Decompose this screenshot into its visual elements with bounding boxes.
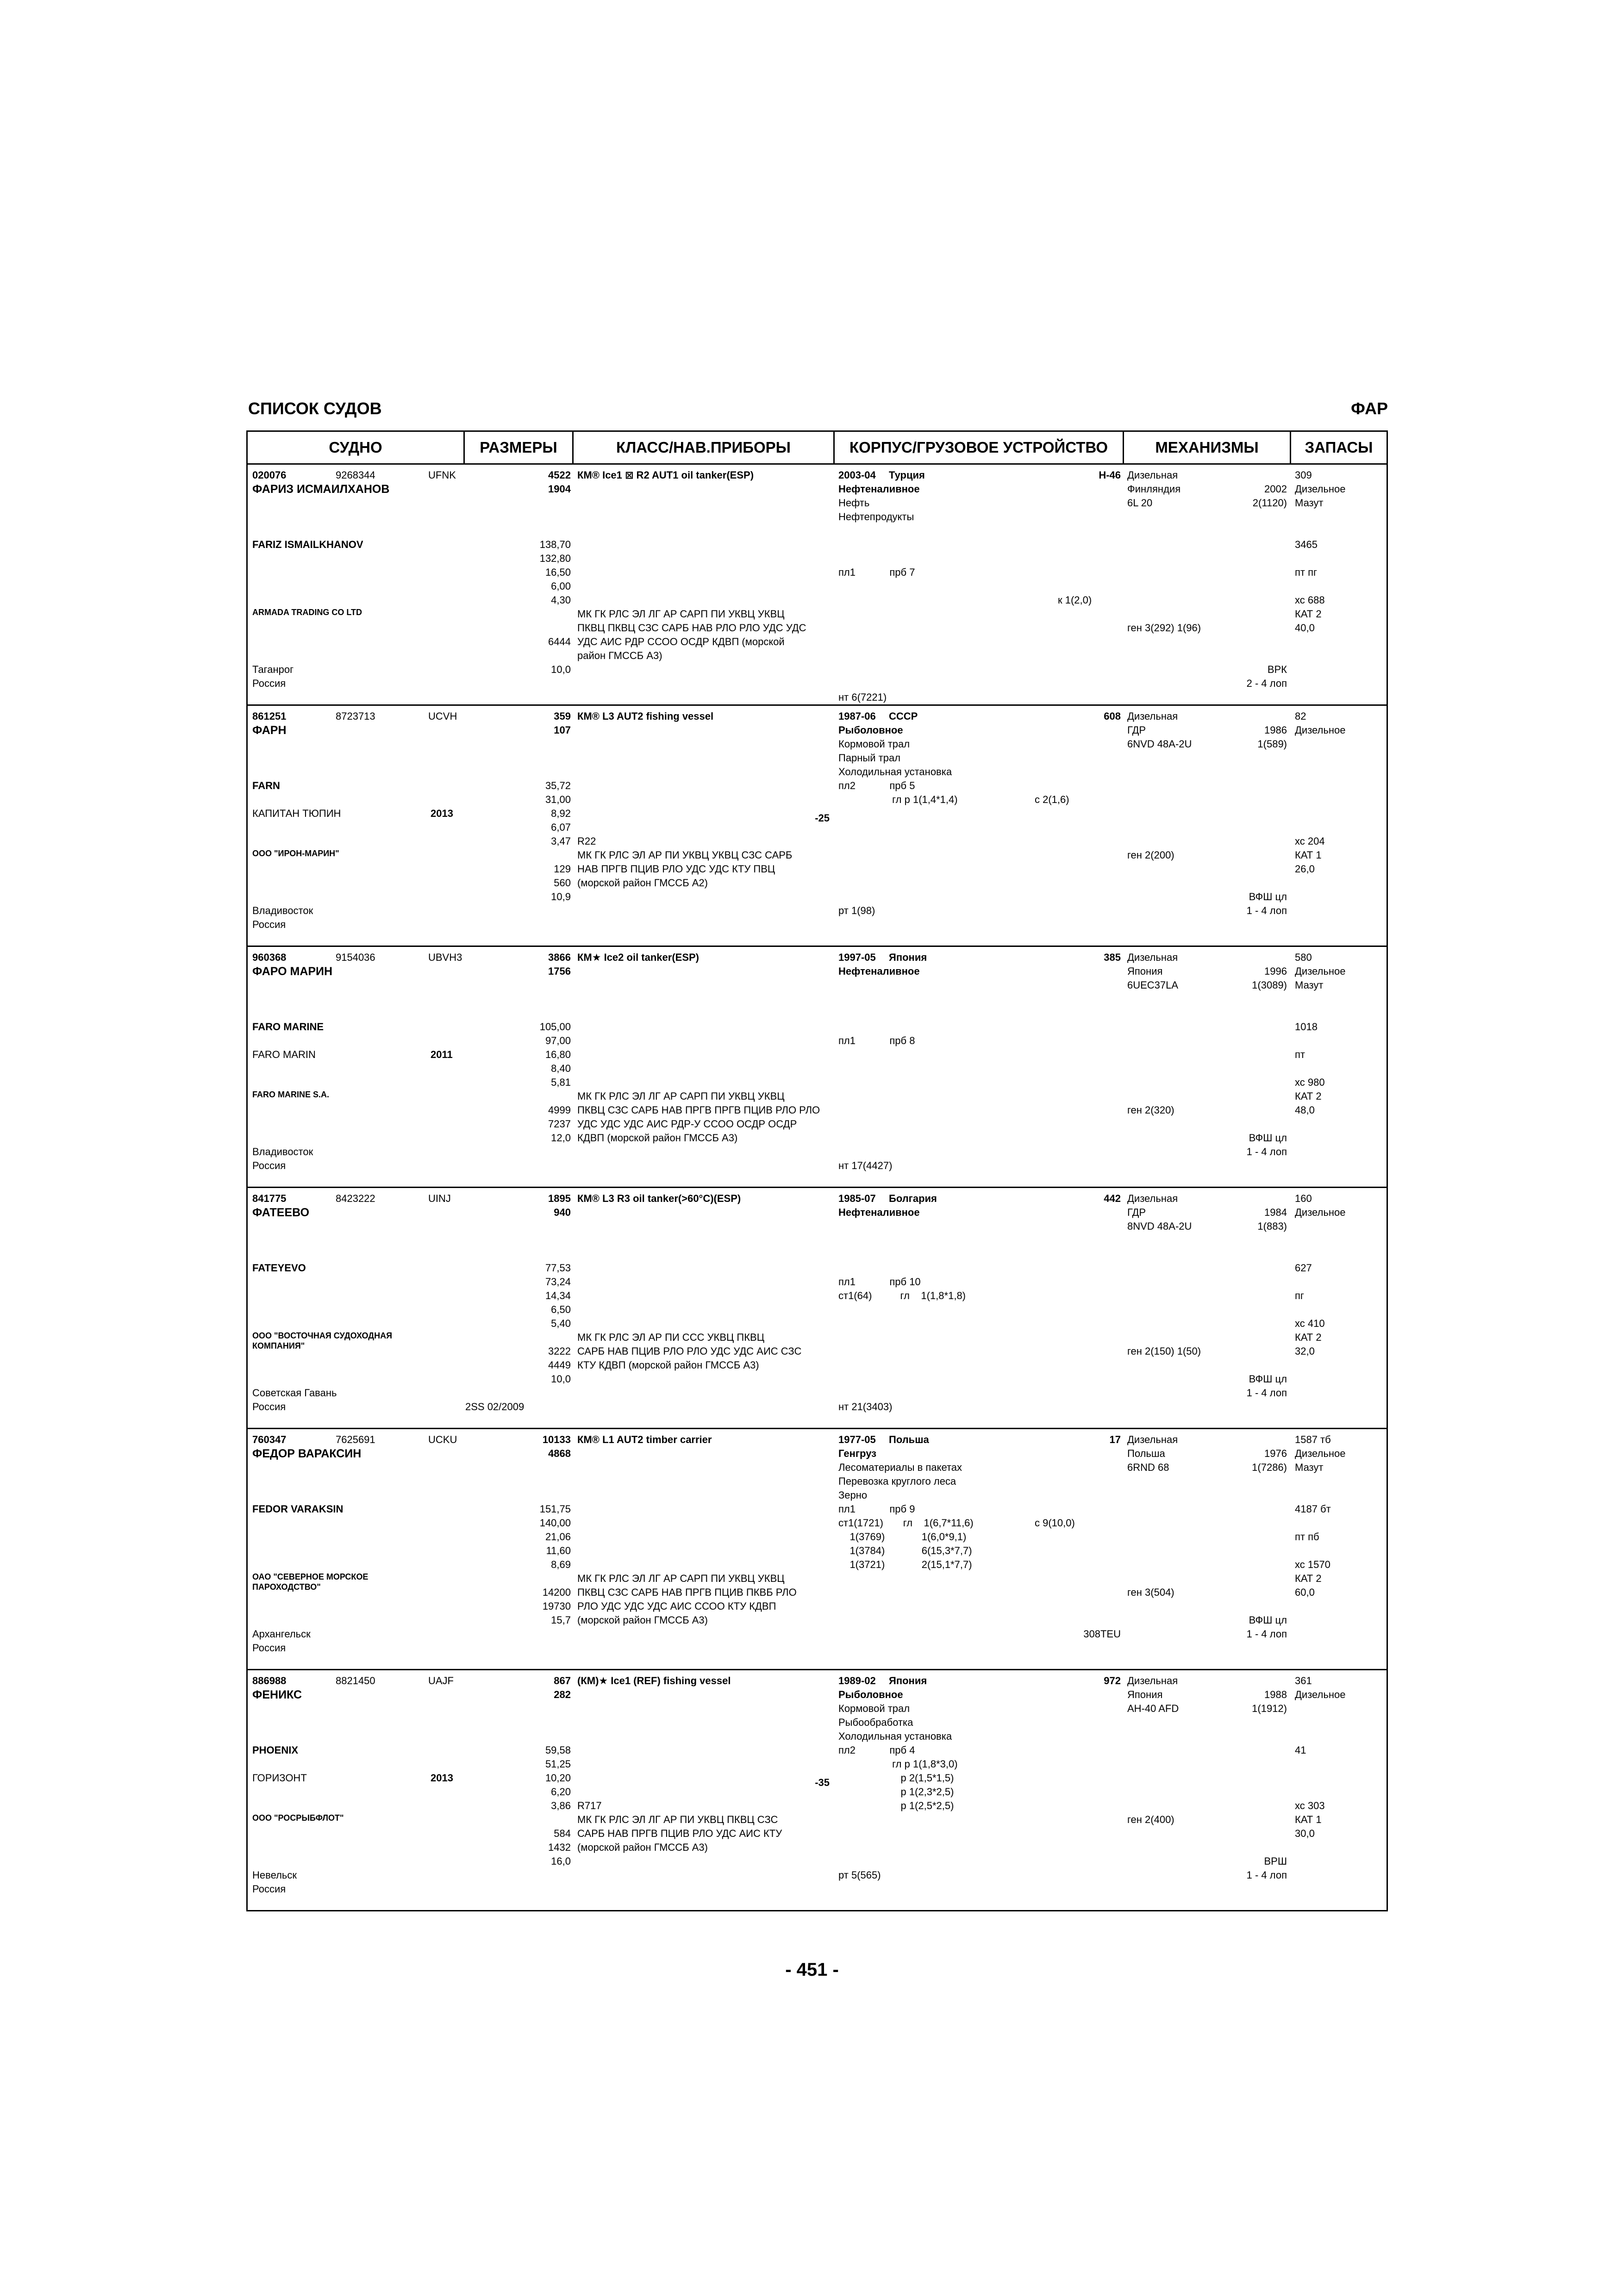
page-title: СПИСОК СУДОВ [248, 399, 382, 418]
machinery-value: 1988 [1264, 1689, 1287, 1700]
hull-line: Холодильная установка [838, 1730, 952, 1742]
stores-line: Дизельное [1295, 1207, 1346, 1218]
hull-number: 442 [1104, 1193, 1121, 1204]
hull-line: 1(3769) 1(6,0*9,1) [838, 1531, 967, 1543]
dimension-value: 8,92 [551, 808, 571, 819]
stores-line: пг [1295, 1290, 1304, 1301]
hull-line: 1(3721) 2(15,1*7,7) [838, 1559, 972, 1570]
machinery-value: 1 - 4 лоп [1246, 905, 1287, 916]
reg-number: 841775 [252, 1193, 287, 1204]
machinery-value: 1(883) [1257, 1220, 1287, 1232]
home-port: Архангельск [252, 1628, 311, 1640]
former-name-year: 2011 [431, 1049, 453, 1060]
build-country: СССР [889, 710, 918, 722]
flag-country: Россия [252, 1642, 286, 1654]
stores-line: хс 688 [1295, 594, 1325, 606]
reg-number: 886988 [252, 1675, 287, 1686]
ship-registry-table [246, 430, 1388, 1911]
vessel-name-ru: ФАРО МАРИН [252, 965, 333, 978]
class-notation: КМ® L3 AUT2 fishing vessel [577, 710, 714, 722]
hull-line: рт 5(565) [838, 1869, 881, 1881]
machinery-line: ген 2(200) [1127, 849, 1174, 861]
stores-line: пт пг [1295, 566, 1318, 578]
hull-number: 608 [1104, 710, 1121, 722]
machinery-line: 6L 20 [1127, 497, 1153, 509]
call-sign: UFNK [428, 469, 456, 481]
machinery-line: ген 2(150) 1(50) [1127, 1345, 1201, 1357]
machinery-line: Дизельная [1127, 710, 1178, 722]
imo-number: 9154036 [336, 952, 375, 963]
build-country: Польша [889, 1434, 929, 1445]
machinery-value: 1(3089) [1252, 979, 1287, 991]
page-number: - 451 - [785, 1960, 839, 1980]
build-country: Турция [889, 469, 925, 481]
stores-line: КАТ 1 [1295, 1814, 1322, 1825]
machinery-value: 1 - 4 лоп [1246, 1146, 1287, 1157]
vessel-name-ru: ФАРИЗ ИСМАИЛХАНОВ [252, 483, 390, 496]
machinery-value: ВФШ цл [1249, 1132, 1287, 1144]
dimension-value: 3222 [548, 1345, 571, 1357]
vessel-record [248, 947, 1387, 1188]
hull-line: Парный трал [838, 752, 901, 764]
stores-line: КАТ 2 [1295, 1332, 1322, 1343]
flag-country: Россия [252, 678, 286, 689]
dimension-value: 3,86 [551, 1800, 571, 1811]
dimension-value: 584 [554, 1828, 571, 1839]
dimension-value: 151,75 [539, 1503, 571, 1515]
imo-number: 8423222 [336, 1193, 375, 1204]
vessel-name-en: PHOENIX [252, 1744, 299, 1756]
owner: ООО "РОСРЫБФЛОТ" [252, 1813, 344, 1823]
dimension-value: 16,80 [545, 1049, 571, 1060]
vessel-name-ru: ФАРН [252, 724, 287, 737]
dimension-value: 5,40 [551, 1318, 571, 1329]
hull-line: 1(3784) 6(15,3*7,7) [838, 1545, 972, 1556]
hull-number: 385 [1104, 952, 1121, 963]
imo-number: 8723713 [336, 710, 375, 722]
class-notation: КМ® L3 R3 oil tanker(>60°C)(ESP) [577, 1193, 741, 1204]
call-sign: UAJF [428, 1675, 454, 1686]
dimension-value: 51,25 [545, 1758, 571, 1770]
dimension-value: 6,50 [551, 1304, 571, 1315]
dimension-value: 35,72 [545, 780, 571, 791]
vessel-record [248, 1429, 1387, 1670]
nav-equipment: МК ГК РЛС ЭЛ ЛГ АР САРП ПИ УКВЦ УКВЦ ПКВЦ СЗС САРБ НАВ ПРГВ ПРГВ ПЦИВ РЛО РЛО УДС УДС УДС АИС РДР-У ССОО ОСДР ОСДР КДВП (морской район ГМССБ А3) [577, 1090, 820, 1144]
machinery-value: 1 - 4 лоп [1246, 1869, 1287, 1881]
stores-line: 309 [1295, 469, 1312, 481]
owner: ОАО "СЕВЕРНОЕ МОРСКОЕ ПАРОХОДСТВО" [252, 1572, 369, 1592]
machinery-value: ВФШ цл [1249, 891, 1287, 902]
home-port: Невельск [252, 1869, 297, 1881]
stores-line: хс 204 [1295, 835, 1325, 847]
vessel-name-en: FATEYEVO [252, 1262, 306, 1274]
machinery-line: ген 3(504) [1127, 1587, 1174, 1598]
dimension-value: 16,50 [545, 566, 571, 578]
machinery-value: 1976 [1264, 1448, 1287, 1459]
dimension-value: 11,60 [546, 1545, 571, 1556]
reg-number: 760347 [252, 1434, 287, 1445]
vessel-record [248, 1670, 1387, 1910]
owner: FARO MARINE S.A. [252, 1090, 330, 1099]
stores-line: 60,0 [1295, 1587, 1315, 1598]
vessel-name-en: FARO MARINE [252, 1021, 324, 1033]
stores-line: 48,0 [1295, 1104, 1315, 1116]
stores-line: пт пб [1295, 1531, 1319, 1543]
dimension-value: 1432 [548, 1842, 571, 1853]
col-vessel: СУДНО [329, 439, 382, 456]
dimension-value: 21,06 [545, 1531, 571, 1543]
stores-line: Дизельное [1295, 965, 1346, 977]
stores-line: 41 [1295, 1744, 1306, 1756]
dimension-value: 560 [554, 877, 571, 889]
dimension-value: 6444 [548, 636, 571, 647]
machinery-line: ГДР [1127, 1207, 1146, 1218]
col-dimensions: РАЗМЕРЫ [480, 439, 557, 456]
flag-country: Россия [252, 1160, 286, 1171]
build-country: Япония [889, 1675, 927, 1686]
build-country: Япония [889, 952, 927, 963]
stores-line: 3465 [1295, 539, 1318, 550]
imo-number: 8821450 [336, 1675, 375, 1686]
vessel-name-en: FARIZ ISMAILKHANOV [252, 539, 363, 550]
machinery-line: ген 2(400) [1127, 1814, 1174, 1825]
stores-line: Дизельное [1295, 1689, 1346, 1700]
hull-line: Генгруз [838, 1448, 877, 1459]
machinery-value: 1(1912) [1252, 1703, 1287, 1714]
dimension-value: 3866 [548, 952, 571, 963]
build-year: 1985-07 [838, 1193, 876, 1204]
former-name-year: 2013 [431, 808, 453, 819]
machinery-value: 1 - 4 лоп [1246, 1628, 1287, 1640]
hull-line: р 2(1,5*1,5) [838, 1772, 954, 1784]
dimension-value: 73,24 [545, 1276, 571, 1288]
col-hull: КОРПУС/ГРУЗОВОЕ УСТРОЙСТВО [849, 439, 1108, 456]
dimension-value: 6,00 [551, 580, 571, 592]
stores-line: пт [1295, 1049, 1305, 1060]
machinery-line: ген 3(292) 1(96) [1127, 622, 1201, 634]
vessel-name-en: FEDOR VARAKSIN [252, 1503, 344, 1515]
hull-line: Нефтеналивное [838, 483, 920, 495]
stores-line: КАТ 2 [1295, 1090, 1322, 1102]
dimension-value: 4999 [548, 1104, 571, 1116]
machinery-value: 1986 [1264, 724, 1287, 736]
dimension-value: 14,34 [545, 1290, 571, 1301]
build-year: 1977-05 [838, 1434, 876, 1445]
owner: ARMADA TRADING CO LTD [252, 608, 362, 617]
machinery-value: 1996 [1264, 965, 1287, 977]
build-year: 1989-02 [838, 1675, 876, 1686]
nav-equipment: МК ГК РЛС ЭЛ АР ПИ ССС УКВЦ ПКВЦ САРБ НАВ ПЦИВ РЛО РЛО УДС УДС АИС СЗС КТУ КДВП (морской район ГМССБ А3) [577, 1332, 802, 1371]
stores-line: 40,0 [1295, 622, 1315, 634]
stores-line: 627 [1295, 1262, 1312, 1274]
machinery-line: Япония [1127, 1689, 1163, 1700]
dimension-value: 14200 [542, 1587, 571, 1598]
hull-line: пл1 прб 8 [838, 1035, 915, 1046]
flag-country: Россия [252, 919, 286, 930]
former-name: ГОРИЗОНТ [252, 1772, 307, 1784]
section-title: ФАР [1351, 399, 1388, 418]
dimension-value: 10133 [542, 1434, 571, 1445]
survey-note: 2SS 02/2009 [465, 1401, 525, 1412]
home-port: Таганрог [252, 664, 294, 675]
class-notation: КМ® Ice1 ⊠ R2 AUT1 oil tanker(ESP) [577, 469, 754, 481]
home-port: Владивосток [252, 1146, 313, 1157]
machinery-value: 2(1120) [1252, 497, 1287, 509]
stores-line: 160 [1295, 1193, 1312, 1204]
stores-line: хс 303 [1295, 1800, 1325, 1811]
machinery-value: 1(589) [1257, 738, 1287, 750]
machinery-value: ВФШ цл [1249, 1373, 1287, 1385]
dimension-value: 867 [554, 1675, 571, 1686]
dimension-value: 10,9 [551, 891, 571, 902]
flag-country: Россия [252, 1401, 286, 1412]
stores-line: 82 [1295, 710, 1306, 722]
former-name: КАПИТАН ТЮПИН [252, 808, 341, 819]
hull-line: Перевозка круглого леса [838, 1475, 956, 1487]
owner: ООО "ВОСТОЧНАЯ СУДОХОДНАЯ КОМПАНИЯ" [252, 1331, 393, 1350]
imo-number: 9268344 [336, 469, 375, 481]
hull-line: гл р 1(1,4*1,4) [838, 794, 958, 805]
machinery-value: ВФШ цл [1249, 1614, 1287, 1626]
stores-line: хс 980 [1295, 1076, 1325, 1088]
stores-line: 580 [1295, 952, 1312, 963]
machinery-value: 2002 [1264, 483, 1287, 495]
hull-extra: с 9(10,0) [1035, 1517, 1075, 1529]
ice-temperature: -35 [815, 1777, 830, 1788]
build-year: 1987-06 [838, 710, 876, 722]
hull-line: Рыболовное [838, 724, 903, 736]
hull-number: Н-46 [1099, 469, 1121, 481]
hull-number: 972 [1104, 1675, 1121, 1686]
dimension-value: 7237 [548, 1118, 571, 1130]
machinery-line: Дизельная [1127, 952, 1178, 963]
stores-line: 4187 бт [1295, 1503, 1331, 1515]
former-name: FARO MARIN [252, 1049, 316, 1060]
machinery-line: Польша [1127, 1448, 1165, 1459]
hull-line: р 1(2,5*2,5) [838, 1800, 954, 1811]
call-sign: UCKU [428, 1434, 457, 1445]
vessel-name-en: FARN [252, 780, 280, 791]
hull-line: пл1 прб 9 [838, 1503, 915, 1515]
dimension-value: 4868 [548, 1448, 571, 1459]
hull-extra: с 2(1,6) [1035, 794, 1069, 805]
stores-line: КАТ 2 [1295, 608, 1322, 620]
hull-line: Лесоматериалы в пакетах [838, 1462, 962, 1473]
dimension-value: 3,47 [551, 835, 571, 847]
hull-line: пл2 прб 5 [838, 780, 915, 791]
stores-line: 30,0 [1295, 1828, 1315, 1839]
hull-line: пл1 прб 7 [838, 566, 915, 578]
dimension-value: 5,81 [551, 1076, 571, 1088]
dimension-value: 12,0 [551, 1132, 571, 1144]
machinery-line: ГДР [1127, 724, 1146, 736]
dimension-value: 77,53 [545, 1262, 571, 1274]
dimension-value: 359 [554, 710, 571, 722]
imo-number: 7625691 [336, 1434, 375, 1445]
dimension-value: 59,58 [545, 1744, 571, 1756]
dimension-value: 19730 [542, 1600, 571, 1612]
hull-line: Нефть [838, 497, 870, 509]
table-header [248, 432, 1387, 465]
stores-line: Дизельное [1295, 483, 1346, 495]
vessel-name-ru: ФЕДОР ВАРАКСИН [252, 1447, 362, 1460]
hull-line: рт 1(98) [838, 905, 875, 916]
machinery-value: 1984 [1264, 1207, 1287, 1218]
dimension-value: 16,0 [551, 1855, 571, 1867]
stores-line: Дизельное [1295, 724, 1346, 736]
machinery-value: 1 - 4 лоп [1246, 1387, 1287, 1399]
vessel-record [248, 706, 1387, 947]
machinery-line: Дизельная [1127, 1675, 1178, 1686]
class-notation: КМ® L1 AUT2 timber carrier [577, 1434, 712, 1445]
hull-extra: к 1(2,0) [1058, 594, 1092, 606]
home-port: Советская Гавань [252, 1387, 337, 1399]
call-sign: UBVH3 [428, 952, 462, 963]
machinery-line: Дизельная [1127, 1193, 1178, 1204]
flag-country: Россия [252, 1883, 286, 1895]
hull-number: 17 [1109, 1434, 1121, 1445]
records-list [248, 465, 1387, 1910]
hull-line: Рыбообработка [838, 1717, 913, 1728]
vessel-name-ru: ФЕНИКС [252, 1688, 302, 1701]
dimension-value: 129 [554, 863, 571, 875]
hull-line: Кормовой трал [838, 1703, 910, 1714]
reg-number: 960368 [252, 952, 287, 963]
hull-line: ст1(1721) гл 1(6,7*11,6) [838, 1517, 974, 1529]
machinery-line: Дизельная [1127, 1434, 1178, 1445]
dimension-value: 15,7 [551, 1614, 571, 1626]
hull-line: пл2 прб 4 [838, 1744, 915, 1756]
hull-line: Нефтеналивное [838, 1207, 920, 1218]
vessel-record [248, 465, 1387, 706]
hull-line: нт 21(3403) [838, 1401, 893, 1412]
vessel-name-ru: ФАТЕЕВО [252, 1206, 310, 1219]
ice-temperature: -25 [815, 812, 830, 824]
hull-line: Рыболовное [838, 1689, 903, 1700]
col-stores: ЗАПАСЫ [1305, 439, 1373, 456]
home-port: Владивосток [252, 905, 313, 916]
hull-line: Кормовой трал [838, 738, 910, 750]
stores-line: 26,0 [1295, 863, 1315, 875]
stores-line: хс 410 [1295, 1318, 1325, 1329]
dimension-value: 940 [554, 1207, 571, 1218]
dimension-value: 8,40 [551, 1063, 571, 1074]
dimension-value: 4449 [548, 1359, 571, 1371]
dimension-value: 1756 [548, 965, 571, 977]
machinery-line: Дизельная [1127, 469, 1178, 481]
stores-line: КАТ 1 [1295, 849, 1322, 861]
dimension-value: 31,00 [545, 794, 571, 805]
stores-line: Дизельное [1295, 1448, 1346, 1459]
machinery-value: 2 - 4 лоп [1246, 678, 1287, 689]
machinery-value: ВРШ [1264, 1855, 1287, 1867]
dimension-value: 140,00 [539, 1517, 571, 1529]
owner: ООО "ИРОН-МАРИН" [252, 849, 339, 858]
dimension-value: 105,00 [539, 1021, 571, 1033]
stores-line: хс 1570 [1295, 1559, 1330, 1570]
hull-line: нт 17(4427) [838, 1160, 893, 1171]
stores-line: Мазут [1295, 979, 1324, 991]
dimension-value: 6,20 [551, 1786, 571, 1798]
machinery-line: 6NVD 48A-2U [1127, 738, 1192, 750]
build-country: Болгария [889, 1193, 937, 1204]
stores-line: 1587 тб [1295, 1434, 1331, 1445]
hull-line: Холодильная установка [838, 766, 952, 778]
nav-equipment: R22 МК ГК РЛС ЭЛ АР ПИ УКВЦ УКВЦ СЗС САРБ НАВ ПРГВ ПЦИВ РЛО УДС УДС КТУ ПВЦ (морской район ГМССБ А2) [577, 835, 793, 889]
call-sign: UINJ [428, 1193, 451, 1204]
machinery-line: Финляндия [1127, 483, 1181, 495]
call-sign: UCVH [428, 710, 457, 722]
class-notation: (КМ)★ Ice1 (REF) fishing vessel [577, 1675, 731, 1686]
reg-number: 020076 [252, 469, 287, 481]
dimension-value: 10,0 [551, 664, 571, 675]
stores-line: 1018 [1295, 1021, 1318, 1033]
col-machinery: МЕХАНИЗМЫ [1155, 439, 1259, 456]
dimension-value: 107 [554, 724, 571, 736]
hull-line: пл1 прб 10 [838, 1276, 921, 1288]
hull-line: ст1(64) гл 1(1,8*1,8) [838, 1290, 966, 1301]
machinery-line: AH-40 AFD [1127, 1703, 1179, 1714]
stores-line: КАТ 2 [1295, 1573, 1322, 1584]
dimension-value: 132,80 [539, 553, 571, 564]
vessel-record [248, 1188, 1387, 1429]
dimension-value: 138,70 [539, 539, 571, 550]
dimension-value: 10,0 [551, 1373, 571, 1385]
build-year: 2003-04 [838, 469, 876, 481]
dimension-value: 1895 [548, 1193, 571, 1204]
stores-line: Мазут [1295, 497, 1324, 509]
col-class: КЛАСС/НАВ.ПРИБОРЫ [616, 439, 791, 456]
dimension-value: 282 [554, 1689, 571, 1700]
machinery-line: 8NVD 48A-2U [1127, 1220, 1192, 1232]
dimension-value: 97,00 [545, 1035, 571, 1046]
stores-line: 361 [1295, 1675, 1312, 1686]
dimension-value: 4,30 [551, 594, 571, 606]
dimension-value: 8,69 [551, 1559, 571, 1570]
machinery-line: ген 2(320) [1127, 1104, 1174, 1116]
machinery-value: ВРК [1267, 664, 1287, 675]
hull-line: нт 6(7221) [838, 691, 887, 703]
nav-equipment: R717 МК ГК РЛС ЭЛ ЛГ АР ПИ УКВЦ ПКВЦ СЗС САРБ НАВ ПРГВ ПЦИВ РЛО УДС АИС КТУ (морской район ГМССБ А3) [577, 1800, 782, 1853]
hull-line: Зерно [838, 1489, 868, 1501]
reg-number: 861251 [252, 710, 287, 722]
hull-line: р 1(2,3*2,5) [838, 1786, 954, 1798]
dimension-value: 4522 [548, 469, 571, 481]
build-year: 1997-05 [838, 952, 876, 963]
hull-line: Нефтеналивное [838, 965, 920, 977]
container-capacity: 308TEU [1083, 1628, 1121, 1640]
hull-line: гл р 1(1,8*3,0) [838, 1758, 958, 1770]
hull-line: Нефтепродукты [838, 511, 914, 523]
former-name-year: 2013 [431, 1772, 453, 1784]
stores-line: Мазут [1295, 1462, 1324, 1473]
nav-equipment: МК ГК РЛС ЭЛ ЛГ АР САРП ПИ УКВЦ УКВЦ ПКВЦ СЗС САРБ НАВ ПРГВ ПЦИВ ПКВБ РЛО РЛО УДС УДС УДС АИС ССОО КТУ КДВП (морской район ГМССБ А3) [577, 1573, 797, 1626]
nav-equipment: МК ГК РЛС ЭЛ ЛГ АР САРП ПИ УКВЦ УКВЦ ПКВЦ ПКВЦ СЗС САРБ НАВ РЛО РЛО УДС УДС УДС АИС РДР ССОО ОСДР КДВП (морской район ГМССБ А3) [577, 608, 806, 661]
dimension-value: 6,07 [551, 821, 571, 833]
class-notation: КМ★ Ice2 oil tanker(ESP) [577, 952, 700, 963]
machinery-value: 1(7286) [1252, 1462, 1287, 1473]
dimension-value: 1904 [548, 483, 571, 495]
stores-line: 32,0 [1295, 1345, 1315, 1357]
machinery-line: Япония [1127, 965, 1163, 977]
machinery-line: 6UEC37LA [1127, 979, 1179, 991]
machinery-line: 6RND 68 [1127, 1462, 1169, 1473]
dimension-value: 10,20 [545, 1772, 571, 1784]
